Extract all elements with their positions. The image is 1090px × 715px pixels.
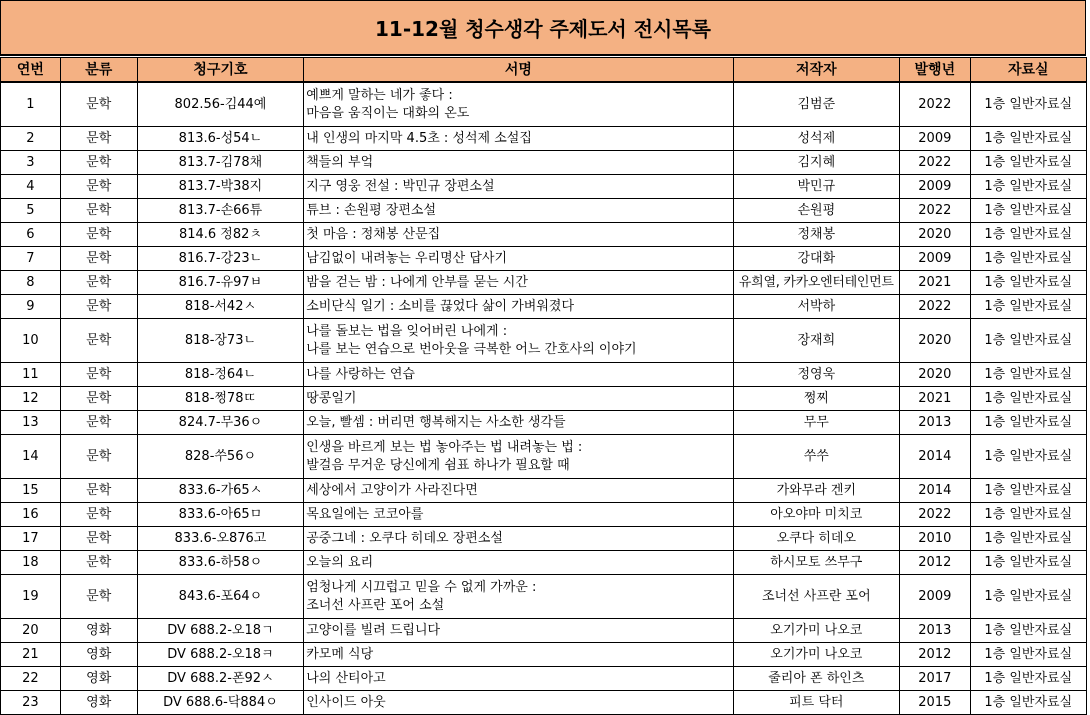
- cell-year: 2009: [900, 575, 970, 619]
- title-line: 나를 보는 연습으로 번아웃을 극복한 어느 간호사의 이야기: [306, 341, 637, 357]
- title-line: 발걸음 무거운 당신에게 쉼표 하나가 필요할 때: [306, 457, 570, 473]
- title-line: 나의 산티아고: [306, 670, 386, 686]
- cell-author: 하시모토 쓰무구: [733, 551, 900, 575]
- table-row: [1, 223, 1087, 247]
- cell-room: 1층 일반자료실: [970, 387, 1086, 411]
- cell-call-number: 833.6-아65ㅁ: [137, 503, 304, 527]
- header-call-number: 청구기호: [137, 58, 304, 83]
- cell-category: 문학: [60, 127, 137, 151]
- cell-room: 1층 일반자료실: [970, 223, 1086, 247]
- cell-author: 무무: [733, 411, 900, 435]
- title-line: 남김없이 내려놓는 우리명산 답사기: [306, 250, 508, 266]
- cell-category: 문학: [60, 411, 137, 435]
- title-line: 땅콩일기: [306, 390, 357, 406]
- cell-title: [304, 527, 733, 551]
- cell-category: 문학: [60, 319, 137, 363]
- cell-room: 1층 일반자료실: [970, 619, 1086, 643]
- cell-no: 15: [1, 479, 61, 503]
- header-category: 분류: [60, 58, 137, 83]
- cell-room: 1층 일반자료실: [970, 667, 1086, 691]
- cell-no: 4: [1, 175, 61, 199]
- cell-room: 1층 일반자료실: [970, 271, 1086, 295]
- cell-year: 2014: [900, 435, 970, 479]
- cell-title: [304, 435, 733, 479]
- cell-year: 2009: [900, 127, 970, 151]
- cell-call-number: 813.7-박38지: [137, 175, 304, 199]
- cell-room: 1층 일반자료실: [970, 363, 1086, 387]
- cell-title: [304, 175, 733, 199]
- cell-room: 1층 일반자료실: [970, 319, 1086, 363]
- cell-call-number: 818-서42ㅅ: [137, 295, 304, 319]
- header-author: 저작자: [733, 58, 900, 83]
- cell-year: 2010: [900, 527, 970, 551]
- cell-year: 2022: [900, 503, 970, 527]
- cell-no: 14: [1, 435, 61, 479]
- cell-room: 1층 일반자료실: [970, 503, 1086, 527]
- cell-year: 2013: [900, 411, 970, 435]
- title-line: 소비단식 일기 : 소비를 끊었다 삶이 가벼워졌다: [306, 298, 575, 314]
- cell-room: 1층 일반자료실: [970, 551, 1086, 575]
- cell-no: 12: [1, 387, 61, 411]
- cell-author: 정채봉: [733, 223, 900, 247]
- title-line: 밤을 걷는 밤 : 나에게 안부를 묻는 시간: [306, 274, 528, 290]
- cell-no: 11: [1, 363, 61, 387]
- cell-author: 성석제: [733, 127, 900, 151]
- cell-category: 영화: [60, 619, 137, 643]
- cell-title: [304, 127, 733, 151]
- cell-year: 2021: [900, 271, 970, 295]
- title-line: 목요일에는 코코아를: [306, 506, 424, 522]
- cell-year: 2020: [900, 363, 970, 387]
- cell-title: [304, 643, 733, 667]
- cell-author: 서박하: [733, 295, 900, 319]
- cell-year: 2009: [900, 247, 970, 271]
- cell-no: 1: [1, 82, 61, 127]
- cell-title: [304, 199, 733, 223]
- cell-no: 9: [1, 295, 61, 319]
- cell-title: [304, 575, 733, 619]
- title-line: 오늘, 빨셈 : 버리면 행복해지는 사소한 생각들: [306, 414, 566, 430]
- cell-year: 2012: [900, 643, 970, 667]
- cell-author: 오쿠다 히데오: [733, 527, 900, 551]
- cell-category: 영화: [60, 667, 137, 691]
- cell-call-number: DV 688.2-폰92ㅅ: [137, 667, 304, 691]
- cell-call-number: 813.7-손66튜: [137, 199, 304, 223]
- title-line: 예쁘게 말하는 네가 좋다 :: [306, 87, 453, 103]
- cell-category: 문학: [60, 247, 137, 271]
- table-row: [1, 151, 1087, 175]
- cell-author: 가와무라 겐키: [733, 479, 900, 503]
- cell-call-number: 824.7-무36ㅇ: [137, 411, 304, 435]
- cell-title: [304, 151, 733, 175]
- title-line: 첫 마음 : 정채봉 산문집: [306, 226, 441, 242]
- cell-category: 문학: [60, 575, 137, 619]
- cell-title: [304, 551, 733, 575]
- cell-author: 피트 닥터: [733, 691, 900, 715]
- title-line: 나를 사랑하는 연습: [306, 366, 415, 382]
- cell-room: 1층 일반자료실: [970, 643, 1086, 667]
- cell-author: 줄리아 폰 하인츠: [733, 667, 900, 691]
- title-line: 내 인생의 마지막 4.5초 : 성석제 소설집: [306, 130, 532, 146]
- cell-year: 2009: [900, 175, 970, 199]
- cell-call-number: 802.56-김44예: [137, 82, 304, 127]
- table-row: [1, 643, 1087, 667]
- cell-author: 유희열, 카카오엔터테인먼트: [733, 271, 900, 295]
- table-row: [1, 575, 1087, 619]
- cell-author: 오기가미 나오코: [733, 619, 900, 643]
- table-row: [1, 667, 1087, 691]
- header-year: 발행년: [900, 58, 970, 83]
- cell-call-number: DV 688.2-오18ㄱ: [137, 619, 304, 643]
- cell-title: [304, 319, 733, 363]
- cell-room: 1층 일반자료실: [970, 199, 1086, 223]
- cell-author: 김범준: [733, 82, 900, 127]
- cell-room: 1층 일반자료실: [970, 691, 1086, 715]
- cell-room: 1층 일반자료실: [970, 295, 1086, 319]
- table-row: [1, 82, 1087, 127]
- cell-category: 문학: [60, 199, 137, 223]
- cell-author: 손원평: [733, 199, 900, 223]
- cell-no: 3: [1, 151, 61, 175]
- cell-no: 20: [1, 619, 61, 643]
- header-row: [1, 58, 1087, 83]
- cell-title: [304, 479, 733, 503]
- title-line: 튜브 : 손원평 장편소설: [306, 202, 437, 218]
- cell-author: 정영욱: [733, 363, 900, 387]
- cell-room: 1층 일반자료실: [970, 151, 1086, 175]
- cell-no: 18: [1, 551, 61, 575]
- cell-category: 문학: [60, 551, 137, 575]
- cell-year: 2012: [900, 551, 970, 575]
- cell-room: 1층 일반자료실: [970, 247, 1086, 271]
- table-row: [1, 551, 1087, 575]
- cell-title: [304, 619, 733, 643]
- cell-room: 1층 일반자료실: [970, 127, 1086, 151]
- cell-year: 2017: [900, 667, 970, 691]
- cell-author: 오기가미 나오코: [733, 643, 900, 667]
- cell-year: 2020: [900, 319, 970, 363]
- cell-author: 쑤쑤: [733, 435, 900, 479]
- cell-category: 문학: [60, 223, 137, 247]
- title-line: 카모메 식당: [306, 646, 374, 662]
- cell-year: 2022: [900, 151, 970, 175]
- cell-room: 1층 일반자료실: [970, 175, 1086, 199]
- cell-year: 2020: [900, 223, 970, 247]
- table-row: [1, 619, 1087, 643]
- sheet-title: 11-12월 청수생각 주제도서 전시목록: [0, 0, 1086, 56]
- title-line: 엄청나게 시끄럽고 믿을 수 없게 가까운 :: [306, 579, 537, 595]
- cell-call-number: 828-쑤56ㅇ: [137, 435, 304, 479]
- table-row: [1, 199, 1087, 223]
- cell-title: [304, 503, 733, 527]
- table-row: [1, 503, 1087, 527]
- cell-title: [304, 667, 733, 691]
- cell-call-number: 833.6-오876고: [137, 527, 304, 551]
- cell-category: 영화: [60, 643, 137, 667]
- cell-no: 6: [1, 223, 61, 247]
- cell-call-number: DV 688.2-오18ㅋ: [137, 643, 304, 667]
- table-row: [1, 479, 1087, 503]
- cell-call-number: 816.7-강23ㄴ: [137, 247, 304, 271]
- cell-title: [304, 247, 733, 271]
- cell-call-number: 813.6-성54ㄴ: [137, 127, 304, 151]
- cell-call-number: 833.6-하58ㅇ: [137, 551, 304, 575]
- table-row: [1, 435, 1087, 479]
- cell-title: [304, 363, 733, 387]
- title-line: 마음을 움직이는 대화의 온도: [306, 105, 470, 121]
- cell-category: 문학: [60, 295, 137, 319]
- cell-no: 2: [1, 127, 61, 151]
- cell-call-number: 833.6-가65ㅅ: [137, 479, 304, 503]
- header-room: 자료실: [970, 58, 1086, 83]
- title-line: 고양이를 빌려 드립니다: [306, 622, 441, 638]
- cell-title: [304, 691, 733, 715]
- cell-no: 13: [1, 411, 61, 435]
- cell-call-number: 818-정64ㄴ: [137, 363, 304, 387]
- cell-author: 김지혜: [733, 151, 900, 175]
- cell-call-number: 814.6 정82ㅊ: [137, 223, 304, 247]
- cell-category: 문학: [60, 503, 137, 527]
- cell-category: 문학: [60, 151, 137, 175]
- cell-room: 1층 일반자료실: [970, 479, 1086, 503]
- book-list-table: [0, 57, 1087, 715]
- cell-category: 영화: [60, 691, 137, 715]
- cell-call-number: 816.7-유97ㅂ: [137, 271, 304, 295]
- cell-title: [304, 271, 733, 295]
- cell-year: 2022: [900, 295, 970, 319]
- title-line: 인생을 바르게 보는 법 놓아주는 법 내려놓는 법 :: [306, 439, 583, 455]
- cell-author: 박민규: [733, 175, 900, 199]
- cell-title: [304, 387, 733, 411]
- cell-no: 7: [1, 247, 61, 271]
- cell-call-number: 813.7-김78채: [137, 151, 304, 175]
- table-row: [1, 271, 1087, 295]
- cell-no: 5: [1, 199, 61, 223]
- title-line: 지구 영웅 전설 : 박민규 장편소설: [306, 178, 495, 194]
- cell-room: 1층 일반자료실: [970, 82, 1086, 127]
- cell-no: 17: [1, 527, 61, 551]
- cell-title: [304, 411, 733, 435]
- cell-author: 쩡찌: [733, 387, 900, 411]
- cell-year: 2013: [900, 619, 970, 643]
- cell-call-number: DV 688.6-닥884ㅇ: [137, 691, 304, 715]
- cell-author: 조너선 사프란 포어: [733, 575, 900, 619]
- table-row: [1, 175, 1087, 199]
- table-row: [1, 387, 1087, 411]
- table-row: [1, 319, 1087, 363]
- table-row: [1, 411, 1087, 435]
- cell-no: 21: [1, 643, 61, 667]
- cell-category: 문학: [60, 175, 137, 199]
- header-no: 연번: [1, 58, 61, 83]
- title-line: 세상에서 고양이가 사라진다면: [306, 482, 478, 498]
- cell-title: [304, 223, 733, 247]
- cell-category: 문학: [60, 363, 137, 387]
- cell-year: 2022: [900, 199, 970, 223]
- table-row: [1, 127, 1087, 151]
- cell-author: 장재희: [733, 319, 900, 363]
- header-title: 서명: [304, 58, 733, 83]
- cell-category: 문학: [60, 387, 137, 411]
- cell-room: 1층 일반자료실: [970, 435, 1086, 479]
- title-line: 인사이드 아웃: [306, 694, 386, 710]
- table-row: [1, 363, 1087, 387]
- cell-title: [304, 82, 733, 127]
- cell-no: 22: [1, 667, 61, 691]
- cell-category: 문학: [60, 82, 137, 127]
- cell-year: 2021: [900, 387, 970, 411]
- cell-author: 아오야마 미치코: [733, 503, 900, 527]
- cell-room: 1층 일반자료실: [970, 411, 1086, 435]
- title-line: 조너선 사프란 포어 소설: [306, 597, 445, 613]
- table-row: [1, 691, 1087, 715]
- cell-category: 문학: [60, 479, 137, 503]
- cell-year: 2022: [900, 82, 970, 127]
- title-line: 공중그네 : 오쿠다 히데오 장편소설: [306, 530, 503, 546]
- cell-author: 강대화: [733, 247, 900, 271]
- cell-no: 10: [1, 319, 61, 363]
- cell-call-number: 818-쩡78ㄸ: [137, 387, 304, 411]
- cell-room: 1층 일반자료실: [970, 527, 1086, 551]
- cell-no: 16: [1, 503, 61, 527]
- cell-room: 1층 일반자료실: [970, 575, 1086, 619]
- cell-no: 23: [1, 691, 61, 715]
- cell-year: 2014: [900, 479, 970, 503]
- cell-category: 문학: [60, 527, 137, 551]
- cell-title: [304, 295, 733, 319]
- cell-category: 문학: [60, 435, 137, 479]
- table-row: [1, 247, 1087, 271]
- cell-no: 19: [1, 575, 61, 619]
- table-row: [1, 295, 1087, 319]
- title-line: 나를 돌보는 법을 잊어버린 나에게 :: [306, 323, 508, 339]
- cell-category: 문학: [60, 271, 137, 295]
- table-row: [1, 527, 1087, 551]
- cell-call-number: 843.6-포64ㅇ: [137, 575, 304, 619]
- cell-year: 2015: [900, 691, 970, 715]
- cell-no: 8: [1, 271, 61, 295]
- title-line: 오늘의 요리: [306, 554, 374, 570]
- title-line: 책들의 부엌: [306, 154, 374, 170]
- cell-call-number: 818-장73ㄴ: [137, 319, 304, 363]
